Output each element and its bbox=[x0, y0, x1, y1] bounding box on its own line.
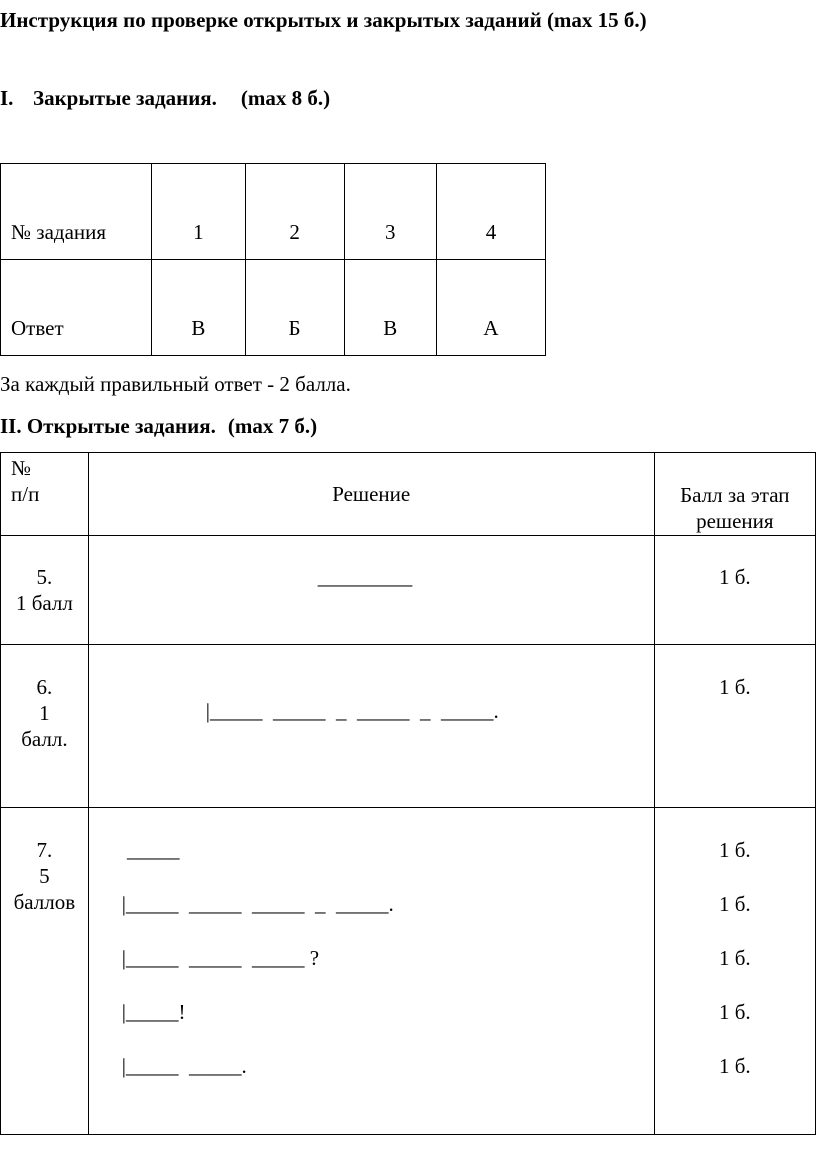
score-cell bbox=[654, 645, 815, 808]
section-closed-heading bbox=[0, 86, 330, 111]
solution-cell bbox=[88, 645, 654, 808]
section-open-heading bbox=[0, 414, 317, 439]
header-num-symbol: № bbox=[11, 456, 32, 480]
solution-line: |_____ _____. bbox=[121, 1054, 247, 1078]
task-num-cell bbox=[1, 645, 89, 808]
solution-line: |_____ _____ _ _____ _ _____. bbox=[205, 699, 499, 723]
table-row bbox=[1, 645, 816, 808]
answer-label: Ответ bbox=[1, 260, 152, 356]
score-value: 1 б. bbox=[718, 892, 751, 916]
answers-answer-row bbox=[1, 260, 546, 356]
header-score-cell bbox=[654, 453, 815, 536]
table-row bbox=[1, 536, 816, 645]
header-num-pp: п/п bbox=[11, 482, 40, 506]
score-value: 1 б. bbox=[718, 946, 751, 970]
task-number-cell: 4 bbox=[436, 164, 545, 260]
task-number-cell: 3 bbox=[344, 164, 436, 260]
solution-line: |_____ _____ _____ _ _____. bbox=[121, 892, 394, 916]
answer-cell: А bbox=[436, 260, 545, 356]
section-closed-number: I. bbox=[0, 86, 14, 110]
answer-cell: Б bbox=[245, 260, 344, 356]
score-value: 1 б. bbox=[718, 675, 751, 699]
answers-table bbox=[0, 163, 546, 356]
task-points-line2: баллов bbox=[13, 890, 76, 914]
header-solution-cell bbox=[88, 453, 654, 536]
solution-line: |_____! bbox=[121, 1000, 186, 1024]
task-number-label: № задания bbox=[1, 164, 152, 260]
score-value: 1 б. bbox=[718, 1000, 751, 1024]
score-cell bbox=[654, 808, 815, 1135]
scoring-note: За каждый правильный ответ - 2 балла. bbox=[0, 372, 351, 396]
answer-cell: В bbox=[344, 260, 436, 356]
task-num: 5. bbox=[36, 565, 53, 589]
page-title: Инструкция по проверке открытых и закрытых заданий (max 15 б.) bbox=[0, 8, 647, 32]
task-number-cell: 2 bbox=[245, 164, 344, 260]
section-open-label: II. Открытые задания. bbox=[0, 414, 216, 438]
solution-cell bbox=[88, 808, 654, 1135]
task-number-cell: 1 bbox=[152, 164, 245, 260]
header-num-cell bbox=[1, 453, 89, 536]
task-num-cell bbox=[1, 536, 89, 645]
solution-cell bbox=[88, 536, 654, 645]
task-num: 7. bbox=[36, 838, 53, 862]
task-num-cell bbox=[1, 808, 89, 1135]
score-value: 1 б. bbox=[718, 1054, 751, 1078]
section-closed-max: (max 8 б.) bbox=[240, 86, 331, 110]
section-open-max: (max 7 б.) bbox=[227, 414, 318, 438]
task-points-line1: 1 bbox=[39, 701, 50, 725]
task-points-line1: 5 bbox=[39, 864, 50, 888]
task-points-line2: балл. bbox=[21, 727, 68, 751]
table-row bbox=[1, 808, 816, 1135]
header-score-line1: Балл за этап bbox=[680, 483, 790, 507]
score-value: 1 б. bbox=[718, 838, 751, 862]
solution-line: _____ bbox=[121, 838, 180, 862]
header-solution-label: Решение bbox=[332, 482, 411, 506]
score-cell bbox=[654, 536, 815, 645]
solution-line: _________ bbox=[317, 565, 413, 589]
header-score-line2: решения bbox=[696, 509, 774, 533]
solutions-table bbox=[0, 452, 816, 1135]
task-num: 6. bbox=[36, 675, 53, 699]
score-value: 1 б. bbox=[718, 565, 751, 589]
section-closed-label: Закрытые задания. bbox=[33, 86, 217, 110]
solutions-header-row bbox=[1, 453, 816, 536]
solution-line: |_____ _____ _____ ? bbox=[121, 946, 320, 970]
task-points: 1 балл bbox=[15, 591, 73, 615]
answer-cell: В bbox=[152, 260, 245, 356]
answers-task-row bbox=[1, 164, 546, 260]
